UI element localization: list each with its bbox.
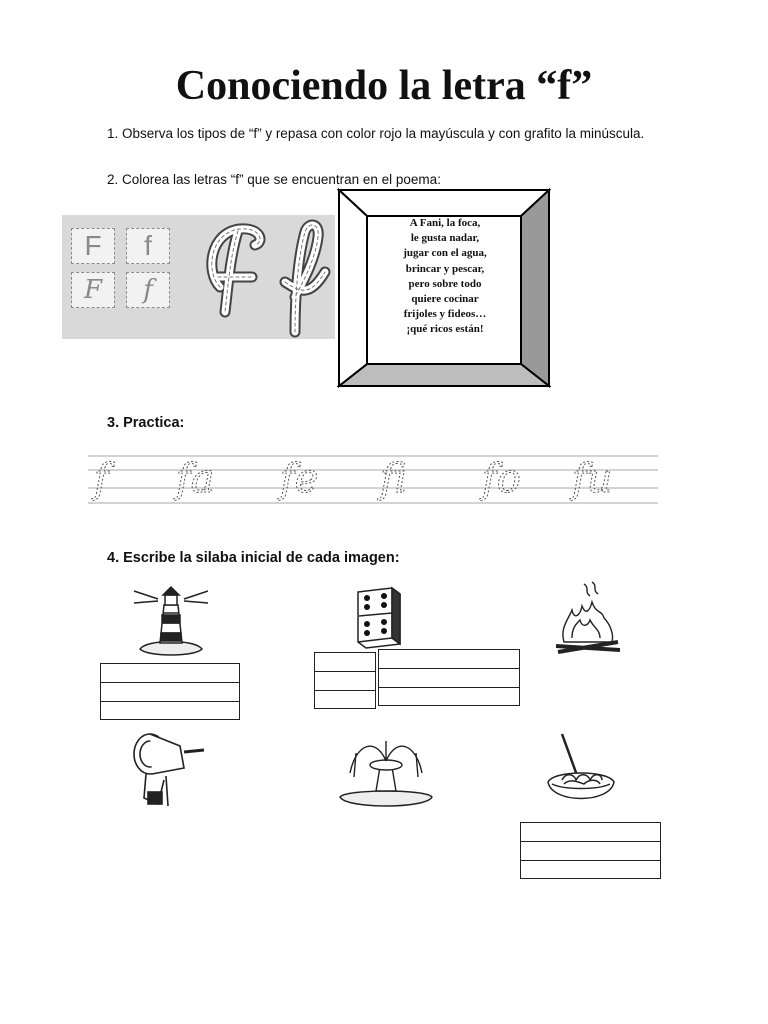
cursive-uppercase-f: F <box>71 272 115 308</box>
instruction-2: 2. Colorea las letras “f” que se encuentran en el poema: <box>107 172 441 187</box>
noodles-bowl-icon <box>544 732 618 812</box>
practice-syllable: fu <box>572 456 613 502</box>
answer-line[interactable] <box>379 688 519 707</box>
poem-text <box>368 216 522 338</box>
campfire-icon <box>554 580 624 658</box>
answer-line[interactable] <box>379 669 519 688</box>
page-title: Conociendo la letra “f” <box>175 63 593 109</box>
poem-line: quiere cocinar <box>411 293 479 306</box>
answer-line[interactable] <box>521 842 660 861</box>
poem-line: ¡qué ricos están! <box>406 323 484 336</box>
practice-syllable: fe <box>280 456 319 502</box>
lighthouse-icon <box>132 583 210 659</box>
poem-line: brincar y pescar, <box>405 262 485 275</box>
letter-types-panel <box>62 215 335 339</box>
answer-line[interactable] <box>101 664 239 683</box>
domino-icon <box>352 586 404 650</box>
answer-line[interactable] <box>315 672 375 691</box>
practice-heading: 3. Practica: <box>107 415 185 431</box>
print-lowercase-f: f <box>126 228 170 264</box>
answer-box-domino-left[interactable] <box>314 652 376 709</box>
practice-syllable: fo <box>482 456 521 502</box>
answer-line[interactable] <box>521 823 660 842</box>
print-uppercase-f: F <box>71 228 115 264</box>
practice-syllable: f <box>94 456 109 502</box>
fountain-icon <box>336 733 436 813</box>
answer-box-noodles[interactable] <box>520 822 661 879</box>
poem-line: jugar con el agua, <box>403 247 487 260</box>
poem-line: le gusta nadar, <box>410 232 480 245</box>
answer-line[interactable] <box>101 683 239 702</box>
practice-tracing-lines[interactable] <box>88 452 658 507</box>
cursive-lowercase-f: f <box>126 272 170 308</box>
poem-line: pero sobre todo <box>408 277 482 290</box>
practice-syllable: fa <box>176 456 215 502</box>
instruction-1: 1. Observa los tipos de “f” y repasa con color rojo la mayúscula y con grafito la minúscula. <box>107 126 645 141</box>
spotlight-icon <box>128 728 206 812</box>
answer-line[interactable] <box>315 653 375 672</box>
poem-line: frijoles y fideos… <box>403 308 487 321</box>
answer-line[interactable] <box>521 861 660 880</box>
answer-line[interactable] <box>379 650 519 669</box>
big-cursive-ff-tracing <box>200 217 335 339</box>
syllable-heading: 4. Escribe la silaba inicial de cada imagen: <box>107 550 400 566</box>
practice-syllable: fi <box>380 456 407 502</box>
poem-line: A Fani, la foca, <box>409 217 481 229</box>
answer-line[interactable] <box>101 702 239 721</box>
answer-box-domino-right[interactable] <box>378 649 520 706</box>
answer-box-lighthouse[interactable] <box>100 663 240 720</box>
answer-line[interactable] <box>315 691 375 710</box>
